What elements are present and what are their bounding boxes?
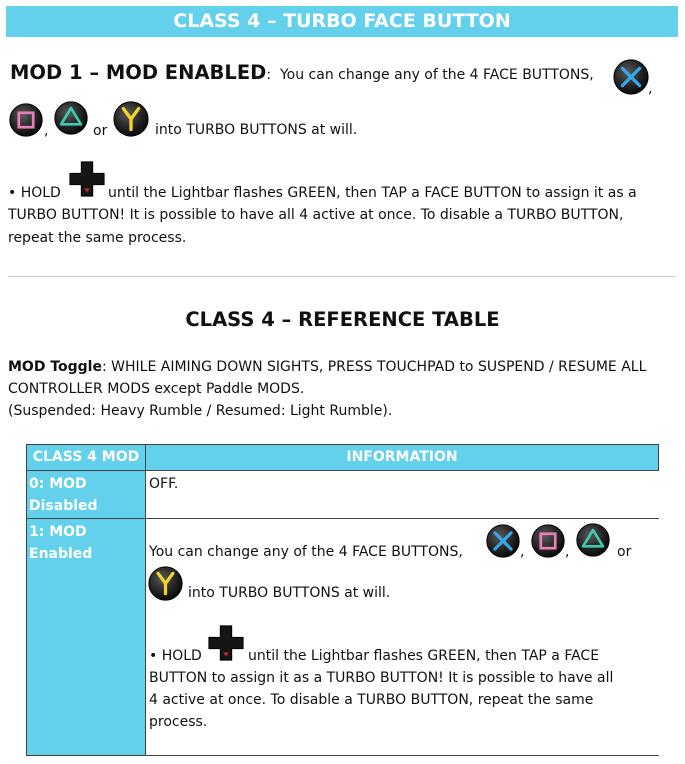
dpad-icon: [68, 160, 106, 198]
mod-toggle-paragraph: [8, 356, 680, 422]
table-row-0-info: [146, 471, 659, 518]
comma: ,: [520, 544, 525, 560]
dpad-icon: [207, 624, 245, 662]
page-banner-title: CLASS 4 – TURBO FACE BUTTON: [6, 6, 678, 37]
cross-button-icon: [612, 58, 650, 96]
cross-button-icon: [485, 523, 521, 559]
row-1-hold-prefix: • HOLD: [149, 648, 202, 664]
table-column-divider: [145, 445, 146, 755]
comma: ,: [565, 544, 570, 560]
table-row-0-mod: 0: MOD Disabled: [27, 471, 145, 518]
mod1-heading: MOD 1 – MOD ENABLED: [10, 61, 267, 84]
hold-text-line2: TURBO BUTTON! It is possible to have all 4 active at once. To disable a TURBO BUTTON,: [8, 207, 624, 223]
row-1-hold-line3: 4 active at once. To disable a TURBO BUTTON, repeat the same: [149, 692, 594, 708]
comma: ,: [44, 123, 49, 139]
table-row-divider: [27, 518, 658, 519]
or-text: or: [617, 544, 632, 560]
row-1-intro: You can change any of the 4 FACE BUTTONS,: [149, 544, 463, 560]
mod-toggle-note: (Suspended: Heavy Rumble / Resumed: Light Rumble).: [8, 403, 393, 419]
row-0-info-text: OFF.: [149, 476, 179, 492]
hold-prefix: • HOLD: [8, 185, 61, 201]
mod-toggle-text: : WHILE AIMING DOWN SIGHTS, PRESS TOUCHPAD to SUSPEND / RESUME ALL CONTROLLER MODS except Paddle MODS.: [8, 359, 647, 397]
triangle-button-icon: [53, 100, 89, 136]
y-button-icon: [112, 100, 150, 138]
triangle-button-icon: [575, 522, 611, 558]
square-button-icon: [530, 523, 566, 559]
divider: [8, 276, 676, 277]
table-header-divider: [27, 470, 658, 471]
mod1-colon: :: [266, 67, 272, 83]
or-text: or: [93, 123, 108, 139]
comma: ,: [648, 81, 653, 97]
y-button-icon: [147, 565, 184, 602]
hold-text-line3: repeat the same process.: [8, 230, 187, 246]
table-row-1-info: [146, 519, 659, 755]
mod-toggle-label: MOD Toggle: [8, 359, 102, 375]
table-header-information: INFORMATION: [146, 445, 658, 470]
row-1-tail: into TURBO BUTTONS at will.: [188, 585, 391, 601]
reference-title: CLASS 4 – REFERENCE TABLE: [185, 308, 500, 331]
table-row-1-mod: 1: MOD Enabled: [27, 519, 145, 755]
row-1-hold-line2: BUTTON to assign it as a TURBO BUTTON! It is possible to have all: [149, 670, 614, 686]
mod1-tail: into TURBO BUTTONS at will.: [155, 122, 358, 138]
hold-text-line1: until the Lightbar flashes GREEN, then TAP a FACE BUTTON to assign it as a: [108, 185, 637, 201]
mod1-line: [10, 62, 680, 86]
mod1-intro: You can change any of the 4 FACE BUTTONS,: [279, 67, 594, 83]
table-header-mod: CLASS 4 MOD: [27, 445, 145, 470]
reference-table: [26, 444, 659, 756]
square-button-icon: [8, 102, 44, 138]
row-1-hold-line4: process.: [149, 714, 208, 730]
row-1-hold-line1: until the Lightbar flashes GREEN, then TAP a FACE: [248, 648, 600, 664]
